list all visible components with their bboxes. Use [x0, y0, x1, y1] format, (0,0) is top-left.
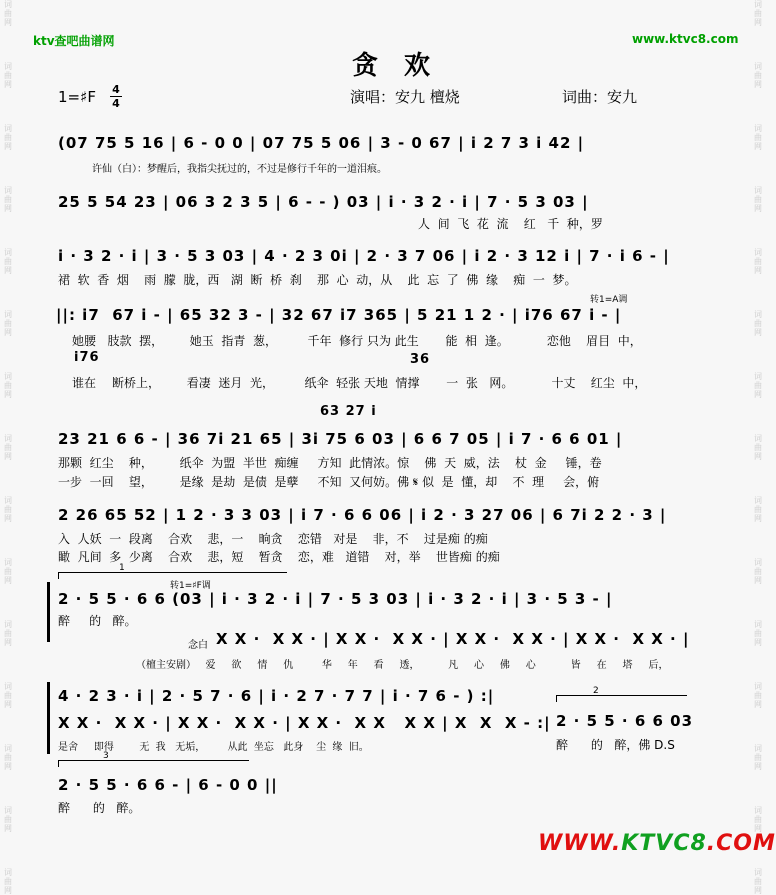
meter-bottom: 4	[112, 97, 120, 110]
watermark-text: 词 曲 网	[754, 0, 762, 27]
watermark-text: 词 曲 网	[4, 558, 12, 585]
notation-line-4: ||: i7 67 i - | 65 32 3 - | 32 67 i7 365 | 5 21 1 2 · | i76 67 i - |	[56, 306, 622, 324]
lyric-line-4a: 她腰 肢款 摆， 她玉 指青 葱， 千年 修行 只为 此生 能 相 逢。 恋他 眉目 中，	[72, 334, 642, 348]
song-title: 贪欢	[352, 51, 457, 81]
lyric-line-5b: 一步 一回 望， 是缘 是劫 是债 是孽 不知 又何妨。佛 𝄋 似 是 懂，却 不 理 会，俯	[58, 475, 600, 489]
chant-label: 念白	[188, 640, 208, 651]
chant-rhythm-line-7: X X · X X · | X X · X X · | X X · X X · | X X · X X · |	[216, 630, 690, 648]
left-watermark-strip	[0, 0, 16, 895]
watermark-text: 词 曲 网	[4, 124, 12, 151]
notation-line-5-variant: 63 27 i	[320, 404, 377, 419]
watermark-text: 词 曲 网	[4, 62, 12, 89]
watermark-text: 词 曲 网	[754, 620, 762, 647]
notation-line-7: 2 · 5 5 · 6 6 (03 | i · 3 2 · i | 7 · 5 3 03 | i · 3 2 · i | 3 · 5 3 - |	[58, 590, 613, 608]
time-signature	[110, 84, 122, 109]
third-ending-bracket	[58, 751, 249, 767]
notation-line-6: 2 26 65 52 | 1 2 · 3 3 03 | i 7 · 6 6 06 | i 2 · 3 27 06 | 6 7i 2 2 · 3 |	[58, 506, 667, 524]
logo-part-ktvc8: KTVC8	[621, 831, 707, 856]
notation-line-4b: i76	[74, 350, 100, 365]
watermark-text: 词 曲 网	[4, 620, 12, 647]
notation-line-1: (07 75 5 16 | 6 - 0 0 | 07 75 5 06 | 3 - 0 67 | i 2 7 3 i 42 |	[58, 134, 585, 152]
system-bracket-2	[47, 682, 50, 754]
site-name-left[interactable]: ktv查吧曲谱网	[33, 34, 115, 48]
watermark-text: 词 曲 网	[4, 682, 12, 709]
lyricist-credit: 词曲：安九	[562, 88, 638, 106]
watermark-text: 词 曲 网	[754, 434, 762, 461]
first-ending-number: 1	[119, 563, 125, 573]
watermark-text: 词 曲 网	[4, 744, 12, 771]
lyric-line-6b: 瞰 凡间 多 少离 合欢 悲，短 暂贪 恋，难 道错 对，举 世皆痴 的痴	[58, 550, 500, 564]
meter-top: 4	[112, 83, 120, 96]
watermark-text: 词 曲 网	[754, 248, 762, 275]
lyric-line-9: 醉 的 醉。	[58, 801, 141, 815]
third-ending-number: 3	[103, 751, 109, 761]
logo-part-www: WWW.	[538, 831, 622, 856]
lyric-line-7: 醉 的 醉。	[58, 614, 137, 628]
key-signature: 1=♯F	[58, 88, 96, 106]
lyric-line-4b-start: 谁在	[72, 376, 97, 390]
watermark-text: 词 曲 网	[754, 62, 762, 89]
notation-variant-36: 36	[410, 352, 431, 367]
watermark-text: 词 曲 网	[754, 868, 762, 895]
notation-line-2: 25 5 54 23 | 06 3 2 3 5 | 6 - - ) 03 | i · 3 2 · i | 7 · 5 3 03 |	[58, 193, 589, 211]
notation-line-9: 2 · 5 5 · 6 6 - | 6 - 0 0 ||	[58, 776, 278, 794]
watermark-text: 词 曲 网	[754, 682, 762, 709]
right-watermark-strip	[750, 0, 766, 895]
watermark-text: 词 曲 网	[754, 372, 762, 399]
chant-lyric-line-8: 是舍 即得 无 我 无垢， 从此 坐忘 此身 尘 缘 旧。	[58, 742, 369, 753]
watermark-text: 词 曲 网	[4, 186, 12, 213]
site-url-right[interactable]: www.ktvc8.com	[632, 32, 739, 46]
watermark-text: 词 曲 网	[754, 806, 762, 833]
singer-credit: 演唱：安九 檀烧	[350, 88, 460, 106]
logo-part-com: .COM	[706, 831, 776, 856]
watermark-text: 词 曲 网	[4, 806, 12, 833]
notation-line-8: 4 · 2 3 · i | 2 · 5 7 · 6 | i · 2 7 · 7 7 | i · 7 6 - ) :|	[58, 687, 495, 705]
second-ending-number: 2	[593, 686, 599, 696]
site-logo[interactable]	[538, 831, 776, 856]
chant-lyric-line-7: （檀主安剧） 爱 欲 情 仇 华 年 看 透， 凡 心 佛 心 皆 在 塔 后，	[136, 660, 669, 671]
key-change-note-fsharp: 转1=♯F调	[170, 581, 211, 591]
watermark-text: 词 曲 网	[754, 744, 762, 771]
notation-line-5: 23 21 6 6 - | 36 7i 21 65 | 3i 75 6 03 | 6 6 7 05 | i 7 · 6 6 01 |	[58, 430, 623, 448]
chant-rhythm-line-8: X X · X X · | X X · X X · | X X · X X X X | X X X - :|	[58, 714, 551, 732]
system-bracket-1	[47, 582, 50, 642]
watermark-text: 词 曲 网	[4, 434, 12, 461]
key-change-note-a: 转1=A调	[590, 295, 628, 305]
watermark-text: 词 曲 网	[4, 248, 12, 275]
watermark-text: 词 曲 网	[4, 496, 12, 523]
watermark-text: 词 曲 网	[754, 124, 762, 151]
watermark-text: 词 曲 网	[754, 558, 762, 585]
watermark-text: 词 曲 网	[754, 496, 762, 523]
notation-line-8-ending: 2 · 5 5 · 6 6 03	[556, 712, 694, 730]
lyric-line-4b: 断桥上， 看凄 迷月 光， 纸伞 轻张 天地 情撑 一 张 网。 十丈 红尘 中，	[112, 376, 647, 390]
watermark-text: 词 曲 网	[754, 310, 762, 337]
notation-line-3: i · 3 2 · i | 3 · 5 3 03 | 4 · 2 3 0i | 2 · 3 7 06 | i 2 · 3 12 i | 7 · i 6 - |	[58, 247, 670, 265]
second-ending-bracket	[556, 686, 687, 702]
watermark-text: 词 曲 网	[4, 868, 12, 895]
watermark-text: 词 曲 网	[4, 310, 12, 337]
lyric-line-3: 裙 软 香 烟 雨 朦 胧，西 湖 断 桥 刹 那 心 动，从 此 忘 了 佛 缘 痴 一 梦。	[58, 273, 577, 287]
lyric-line-1: 许仙（白）：梦醒后，我指尖抚过的，不过是修行千年的一道泪痕。	[92, 164, 387, 175]
lyric-line-2: 人 间 飞 花 流 红 千 种，罗	[418, 217, 603, 231]
watermark-text: 词 曲 网	[754, 186, 762, 213]
watermark-text: 词 曲 网	[4, 0, 12, 27]
lyric-line-8-ending: 醉 的 醉，佛 D.S	[556, 738, 675, 752]
lyric-line-5a: 那颗 红尘 种， 纸伞 为盟 半世 痴缠 方知 此情浓。惊 佛 天 威，法 杖 金 锤，卷	[58, 456, 602, 470]
lyric-line-6a: 入 人妖 一 段离 合欢 悲，一 晌贪 恋错 对是 非，不 过是痴 的痴	[58, 532, 488, 546]
watermark-text: 词 曲 网	[4, 372, 12, 399]
